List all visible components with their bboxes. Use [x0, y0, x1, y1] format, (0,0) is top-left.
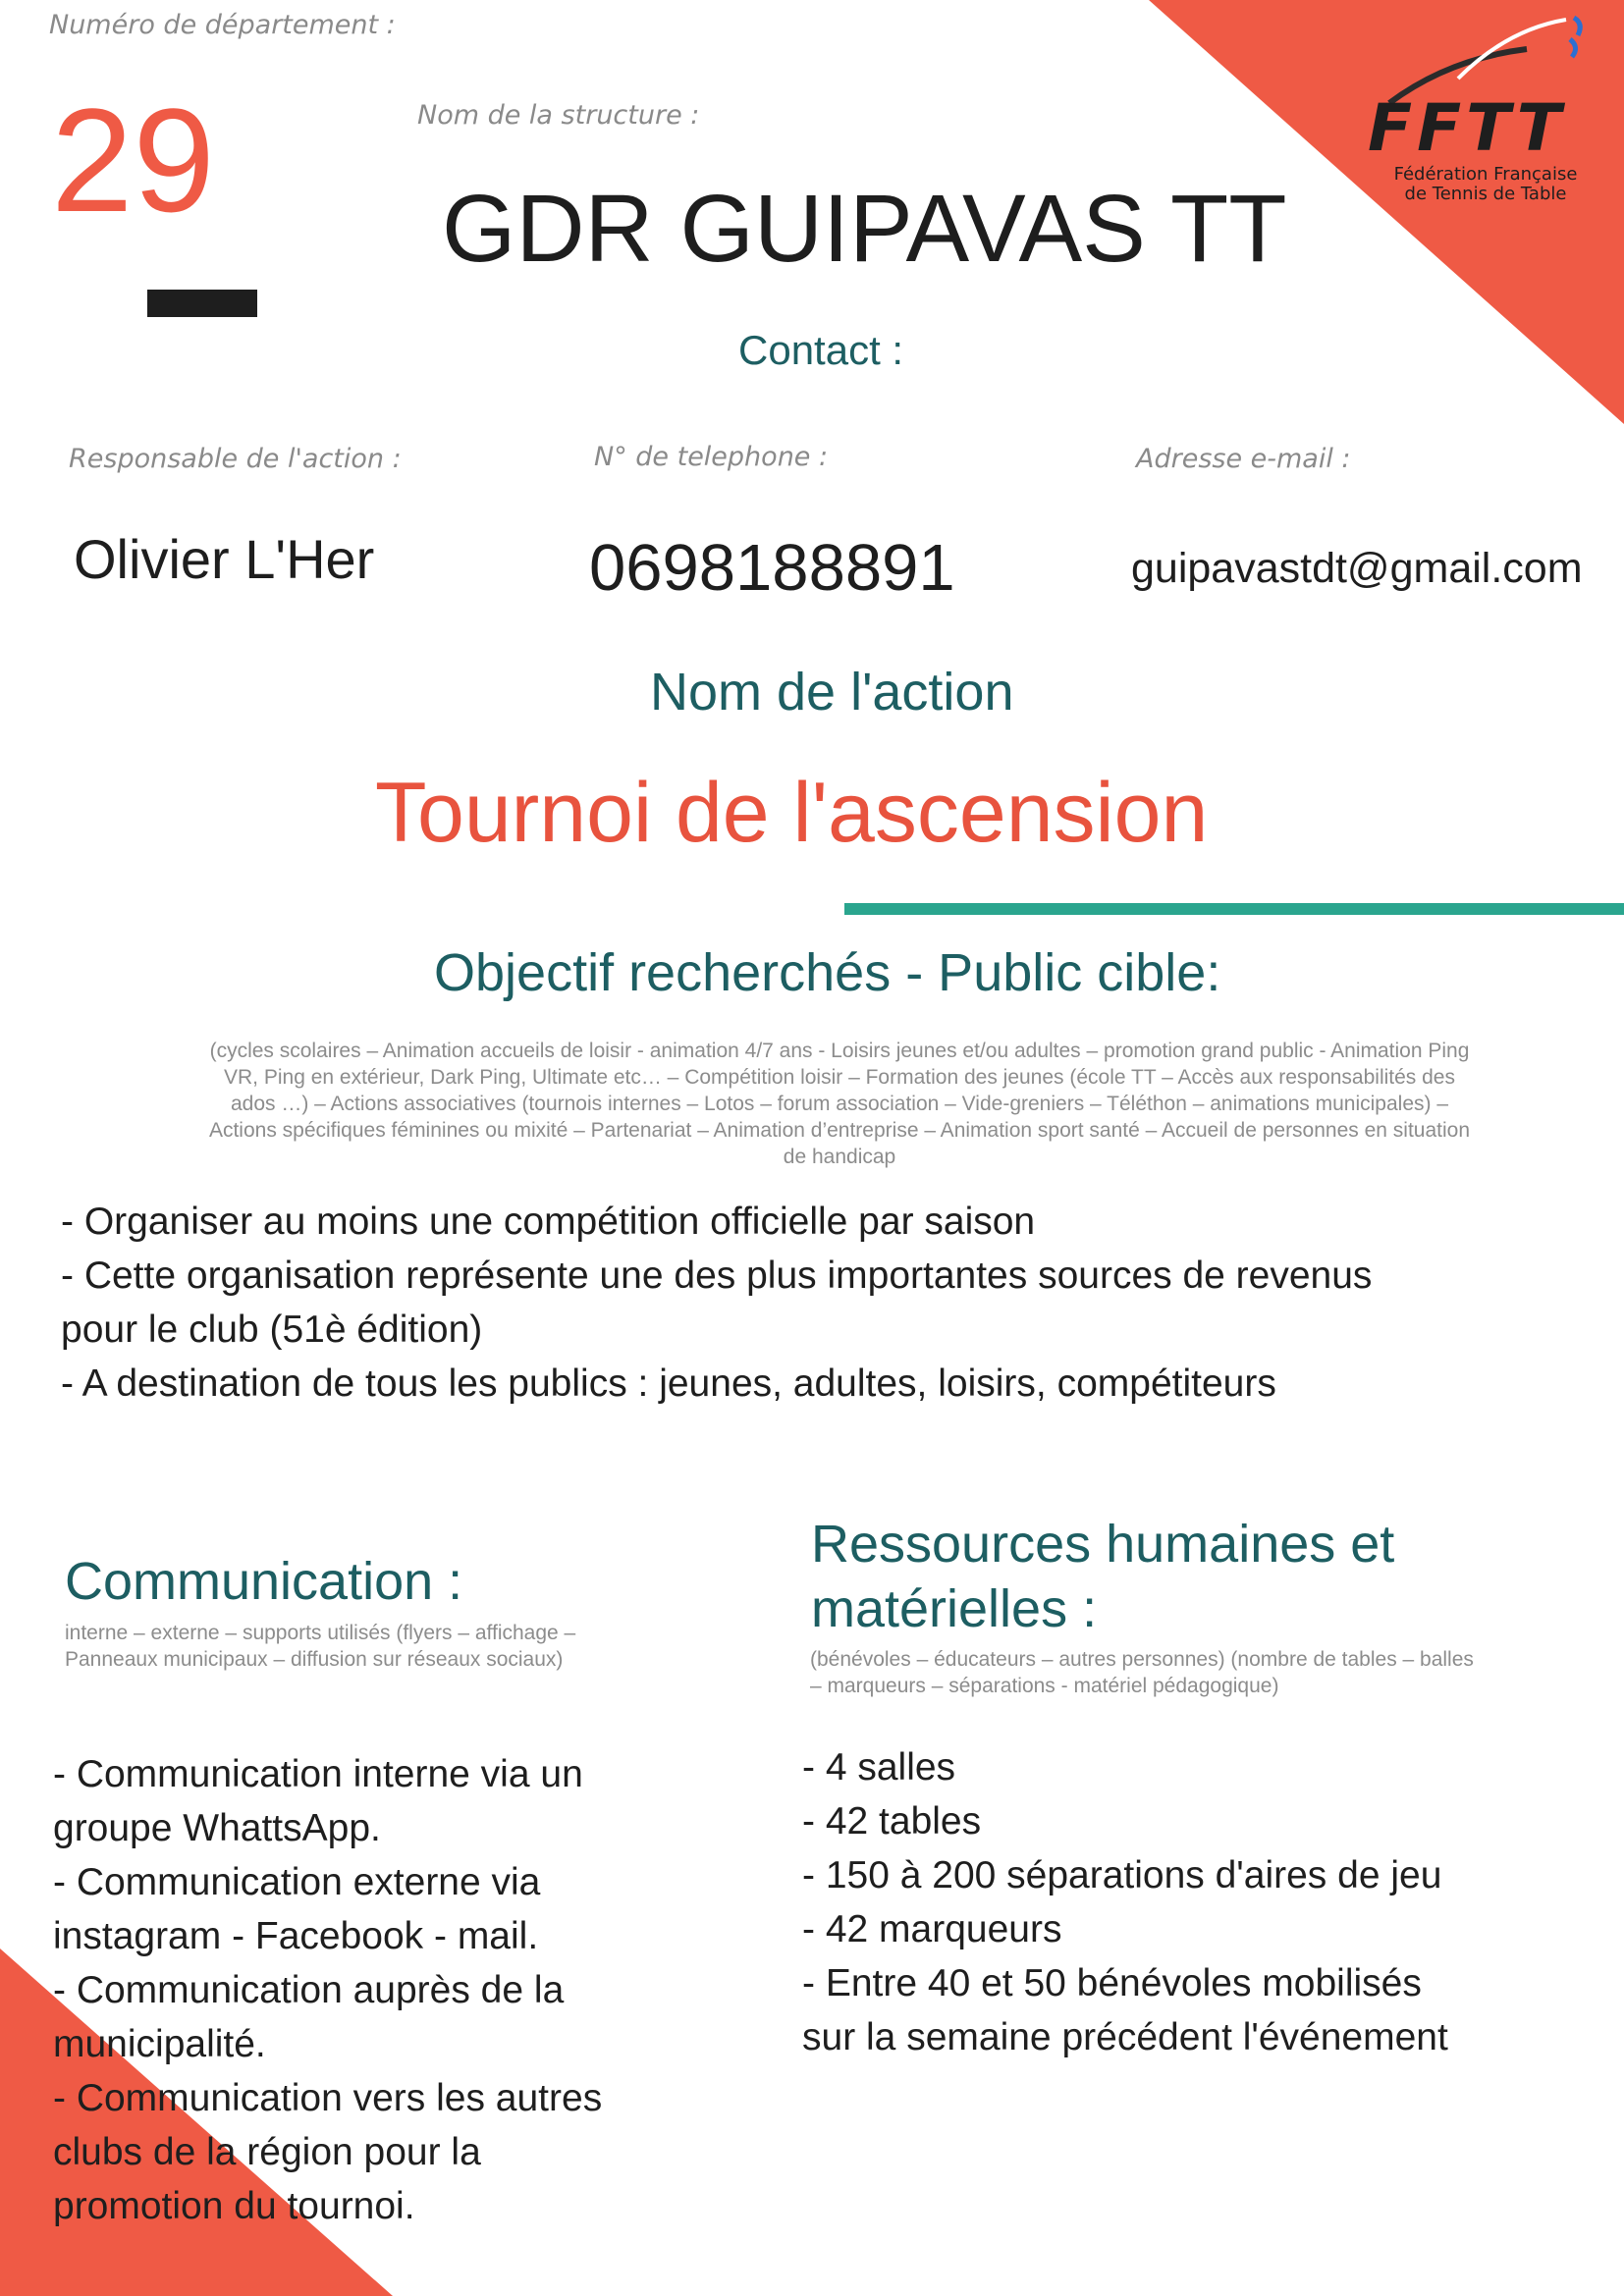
email-label: Adresse e-mail : [1136, 444, 1351, 474]
objectives-list: - Organiser au moins une compétition officielle par saison - Cette organisation représente une des plus importantes sources de revenus pour le club (51è édition) - A destination de tous les publics : jeunes, adultes, loisirs, compétiteurs [61, 1201, 1373, 1405]
communication-hint: interne – externe – supports utilisés (flyers – affichage – Panneaux municipaux – diffusion sur réseaux sociaux) [65, 1622, 576, 1671]
green-divider [844, 903, 1624, 915]
department-underline [147, 290, 257, 317]
objectives-title: Objectif recherchés - Public cible: [434, 943, 1221, 1002]
structure-label: Nom de la structure : [417, 100, 700, 131]
logo-caption: Fédération Française de Tennis de Table [1393, 164, 1578, 204]
department-label: Numéro de département : [49, 10, 396, 40]
objectives-hint: (cycles scolaires – Animation accueils de loisir - animation 4/7 ans - Loisirs jeunes et/ou adultes – promotion grand public - Animation Ping VR, Ping en extérieur, Dark Ping, Ultimate etc… – Compétition loisir – Formation des jeunes (école TT – Accès aux responsabilités des ados …) – Actions associatives (tournois internes – Lotos – forum association – Vide-greniers – Téléthon – animations municipales) – Actions spécifiques féminines ou mixité – Partenariat – Animation d’entreprise – Animation sport santé – Accueil de personnes en situation de handicap [208, 1040, 1471, 1168]
communication-title: Communication : [65, 1552, 463, 1611]
responsible-label: Responsable de l'action : [69, 444, 402, 474]
resources-hint: (bénévoles – éducateurs – autres personnes) (nombre de tables – balles – marqueurs – séparations - matériel pédagogique) [810, 1648, 1474, 1697]
email-address: guipavastdt@gmail.com [1131, 545, 1583, 592]
action-title: Nom de l'action [650, 663, 1014, 721]
contact-title: Contact : [738, 327, 904, 373]
phone-number: 0698188891 [589, 531, 955, 605]
action-name: Tournoi de l'ascension [375, 766, 1209, 860]
department-number: 29 [51, 78, 215, 242]
resources-list: - 4 salles - 42 tables - 150 à 200 séparations d'aires de jeu - 42 marqueurs - Entre 40 et 50 bénévoles mobilisés sur la semaine précédent l'événement [802, 1746, 1448, 2058]
logo-text: FFTT [1368, 90, 1566, 166]
resources-title: Ressources humaines et matérielles : [811, 1515, 1395, 1638]
communication-list: - Communication interne via un groupe WhattsApp. - Communication externe via instagram - Facebook - mail. - Communication auprès de la municipalité. - Communication vers les autres clubs de la région pour la promotion du tournoi. [53, 1753, 603, 2227]
phone-label: N° de telephone : [594, 442, 829, 472]
structure-name: GDR GUIPAVAS TT [442, 175, 1287, 282]
fftt-logo [1360, 10, 1600, 206]
responsible-name: Olivier L'Her [74, 528, 375, 590]
